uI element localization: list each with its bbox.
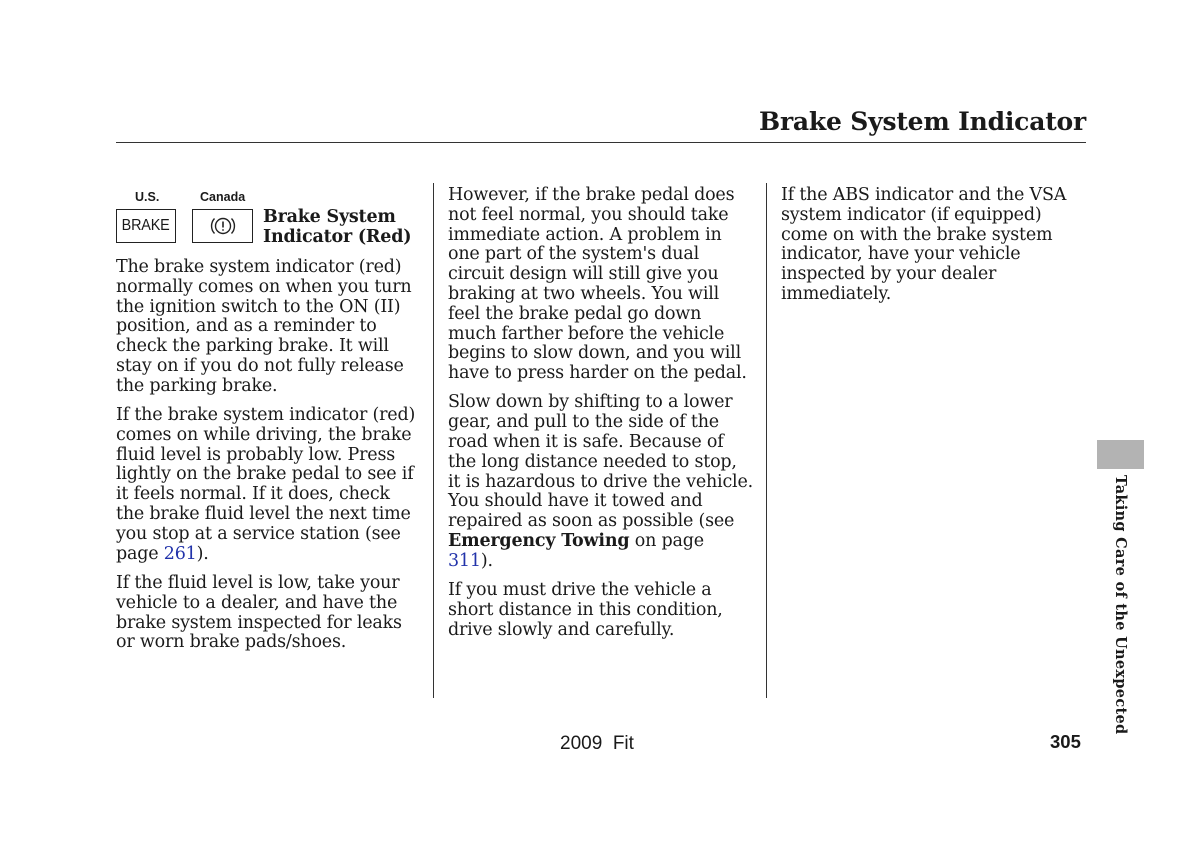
us-brake-lamp-text: BRAKE [122,217,170,235]
page-number: 305 [1050,731,1081,752]
footer-model: 2009 Fit [560,733,634,754]
page-link-261[interactable]: 261 [163,543,197,564]
paragraph-2-3: If you must drive the vehicle a short distance in this condition, drive slowly and carefully. [448,580,723,640]
column-1 [116,186,416,663]
paragraph-2-2-end: ). [480,550,493,571]
title-divider [116,142,1086,143]
section-tab-label: Taking Care of the Unexpected [1112,475,1129,735]
paragraph-1-2-end: ). [196,543,209,564]
paragraph-2-1: However, if the brake pedal does not feel normal, you should take immediate action. A problem in one part of the system's dual circuit design will still give you braking at two wheels. You will feel the brake pedal go down much farther before the vehicle begins to slow down, and you will have to press harder on the pedal. [448,185,747,384]
paragraph-3-1: If the ABS indicator and the VSA system indicator (if equipped) come on with the brake system indicator, have your vehicle inspected by your dealer immediately. [781,185,1067,304]
paragraph-1-2-text: If the brake system indicator (red) comes on while driving, the brake fluid level is probably low. Press lightly on the brake pedal to see if it feels normal. If it does, check the brake fluid level the next time you stop at a service station (see page [116,405,416,564]
canada-brake-lamp [192,209,253,243]
paragraph-1-1: The brake system indicator (red) normally comes on when you turn the ignition switch to the ON (II) position, and as a reminder to check the parking brake. It will stay on if you do not fully release the parking brake. [116,257,412,396]
indicator-header [116,186,416,258]
paragraph-1-2 [116,406,416,564]
paragraph-2-2-mid: on page [629,531,704,552]
indicator-heading: Brake System Indicator (Red) [263,207,412,247]
canada-caption: Canada [200,190,246,204]
section-tab [1097,440,1144,469]
column-divider-1 [433,183,434,698]
column-2 [448,186,754,650]
emergency-towing-reference: Emergency Towing [448,531,630,552]
column-3 [781,186,1087,314]
column-divider-2 [766,183,767,698]
us-caption: U.S. [135,190,160,204]
page-link-311[interactable]: 311 [448,550,481,571]
paragraph-2-2-text: Slow down by shifting to a lower gear, and pull to the side of the road when it is safe. Because of the long distance needed to stop, it is hazardous to drive the vehicle. You should have it towed and repaired as soon as possible (see [448,392,753,532]
us-brake-lamp [116,209,176,243]
brake-warning-circle-icon [208,214,238,238]
paragraph-1-3: If the fluid level is low, take your vehicle to a dealer, and have the brake system inspected for leaks or worn brake pads/shoes. [116,572,402,653]
paragraph-2-2 [448,393,754,571]
page-title: Brake System Indicator [759,107,1086,136]
